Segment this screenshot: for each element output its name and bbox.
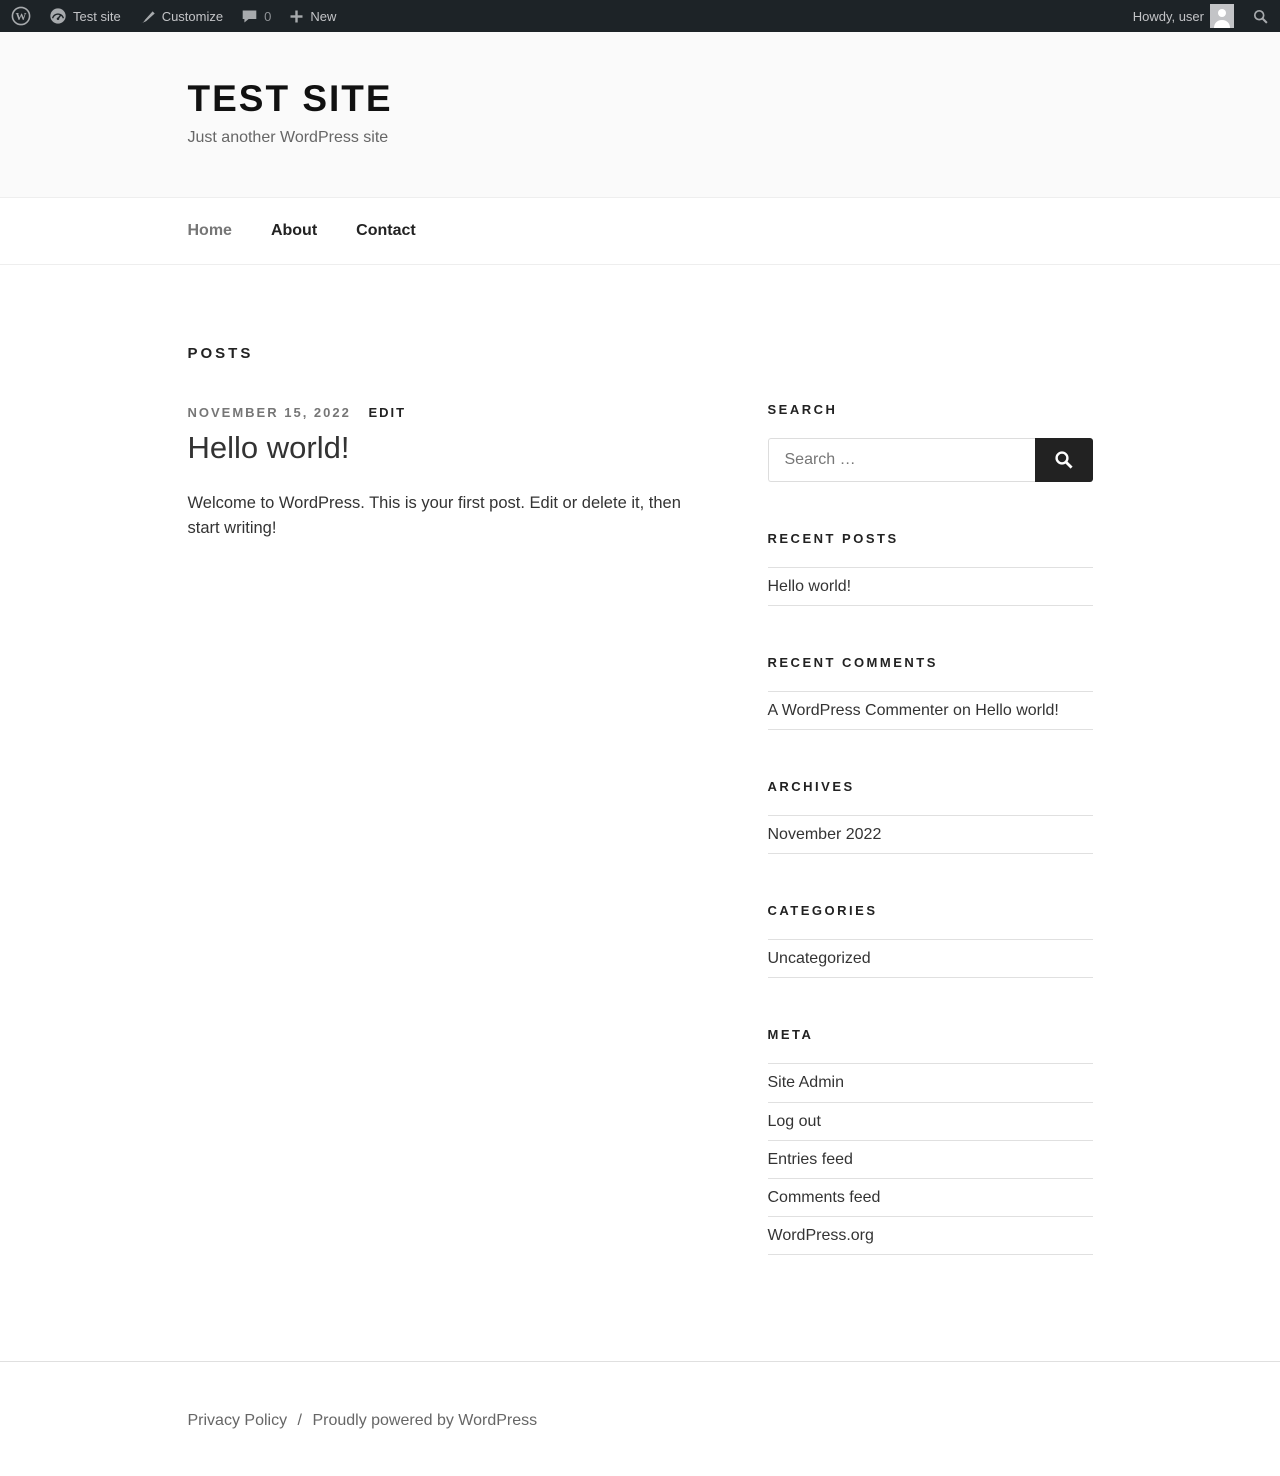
sidebar-link-wordpress-org[interactable]: WordPress.org [768,1216,1093,1254]
meta-title: META [767,1027,814,1043]
main-navigation [0,197,1280,265]
nav-item-home[interactable]: Home [187,221,232,239]
customize-label: Customize [161,8,224,24]
site-footer [0,1361,1280,1476]
recent-posts-list [768,567,1093,606]
my-account-button[interactable] [1124,0,1243,32]
adminbar-search-button[interactable] [1243,0,1278,32]
comments-button[interactable] [232,0,280,32]
sidebar-link-site-admin[interactable]: Site Admin [768,1063,1093,1101]
customize-brush-icon [139,8,156,25]
sidebar-link[interactable]: November 2022 [768,815,1093,853]
dashboard-gauge-icon [49,7,67,25]
site-name-button[interactable] [40,0,130,32]
archives-title: ARCHIVES [767,779,855,795]
wp-logo-button[interactable] [2,0,40,32]
admin-bar [0,0,1280,32]
post-title-link[interactable]: Hello world! [187,429,350,465]
nav-item-about[interactable]: About [270,221,318,239]
sidebar-link-comments-feed[interactable]: Comments feed [768,1178,1093,1216]
sidebar-link[interactable]: Uncategorized [768,939,1093,977]
search-icon [1053,449,1075,471]
privacy-policy-link[interactable]: Privacy Policy [187,1412,288,1430]
categories-list [768,939,1093,978]
main-content [0,265,1280,1362]
recent-comments-title: RECENT COMMENTS [767,654,938,670]
user-avatar [1210,4,1234,28]
plus-icon [289,9,304,24]
site-title[interactable]: TEST SITE [187,78,393,119]
comment-bubble-icon [241,8,258,25]
site-name-label: Test site [73,8,121,24]
sidebar-link[interactable]: Hello world! [768,567,1093,605]
post-article [188,405,688,542]
post-body: Welcome to WordPress. This is your first post. Edit or delete it, then start writing! [187,493,681,538]
search-submit-button[interactable] [1035,438,1093,482]
nav-item-contact[interactable]: Contact [356,221,416,239]
site-tagline: Just another WordPress site [187,128,389,146]
comment-count-badge: 0 [264,8,272,24]
archives-widget [768,779,1093,854]
sidebar-link-log-out[interactable]: Log out [768,1102,1093,1140]
archives-list [768,815,1093,854]
recent-posts-title: RECENT POSTS [767,530,899,546]
svg-text:W: W [15,11,27,23]
search-widget [768,402,1093,482]
recent-posts-widget [768,531,1093,606]
sidebar [768,402,1093,1256]
categories-title: CATEGORIES [767,903,878,919]
admin-bar-right [1124,0,1278,32]
search-form [768,438,1093,482]
meta-list [768,1063,1093,1255]
site-header [0,32,1280,197]
new-label: New [310,8,337,24]
posts-column [188,345,688,1256]
categories-widget [768,903,1093,978]
post-date-link[interactable]: NOVEMBER 15, 2022 [187,404,351,420]
wordpress-logo-icon [11,6,31,26]
search-input[interactable] [768,438,1035,482]
post-edit-link[interactable]: EDIT [368,404,407,420]
footer-separator: / [297,1412,302,1430]
recent-comments-widget [768,655,1093,730]
powered-by-link[interactable]: Proudly powered by WordPress [312,1412,538,1430]
howdy-label: Howdy, user [1132,8,1204,24]
customize-button[interactable] [130,0,232,32]
recent-comments-list [768,691,1093,730]
search-icon [1252,8,1269,25]
meta-widget [768,1027,1093,1255]
admin-bar-left [2,0,345,32]
search-widget-title: SEARCH [767,401,838,417]
sidebar-link-entries-feed[interactable]: Entries feed [768,1140,1093,1178]
page-title: POSTS [187,344,254,362]
post-meta [188,405,688,420]
new-content-button[interactable] [280,0,345,32]
sidebar-link[interactable]: A WordPress Commenter on Hello world! [768,691,1093,729]
